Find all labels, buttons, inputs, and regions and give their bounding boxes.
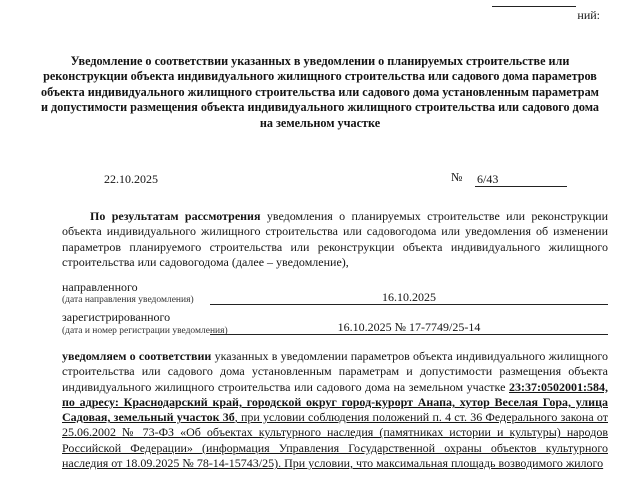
- intro-lead: По результатам рассмотрения: [90, 209, 261, 223]
- number-sign: №: [451, 170, 463, 184]
- notice-lead: уведомляем о соответствии: [62, 349, 212, 363]
- document-date: 22.10.2025: [104, 172, 158, 186]
- directed-label: направленного: [62, 280, 138, 294]
- document-title: Уведомление о соответствии указанных в уведомлении о планируемых строительстве или реконструкции объекта индивидуального жилищного строительства или садового дома параметров объекта индивидуального жилищного строительства или садового дома установленным параметрам и допустимости размещения объекта индивидуального жилищного строительства или садового дома на земельном участке: [40, 54, 600, 130]
- document-number: 6/43: [475, 172, 567, 187]
- notice-text-1: указанных в уведомлении параметров объекта индивидуального жилищного строительства или садового дома установленным параметрам и допустимости размещения объекта индивидуального жилищного строительства или садового дома на земельном участке: [62, 349, 608, 394]
- directed-value: 16.10.2025: [210, 290, 608, 305]
- header-fragment-text: ний:: [577, 8, 600, 22]
- notice-cadastral-address: 23:37:0502001:584, по адресу: Краснодарский край, городской округ город-курорт Анапа, хутор Веселая Гора, улица Садовая, земельный участок 3б: [62, 379, 608, 425]
- notice-text-2: , при условии соблюдения положений п. 4 ст. 36 Федерального закона от 25.06.2002 № 73-ФЗ «Об объектах культурного наследия (памятниках истории и культуры) народов Российской Федерации» (информация Управления Государственной охраны объектов культурного наследия от 18.09.2025 № 78-14-15743/25). При условии, что максимальная площадь возводимого жилого: [62, 410, 608, 471]
- directed-hint: (дата направления уведомления): [62, 295, 194, 305]
- intro-paragraph: [62, 209, 608, 270]
- registered-hint: (дата и номер регистрации уведомления): [62, 326, 228, 336]
- notice-paragraph: [62, 349, 608, 471]
- registered-value: 16.10.2025 № 17-7749/25-14: [210, 320, 608, 335]
- intro-text: уведомления о планируемых строительстве или реконструкции объекта индивидуального жилищного строительства или садовогодома или уведомления об изменении параметров планируемого строительства или реконструкции объекта индивидуального жилищного строительства или садовогодома (далее – уведомление),: [62, 209, 608, 269]
- registered-label: зарегистрированного: [62, 310, 171, 324]
